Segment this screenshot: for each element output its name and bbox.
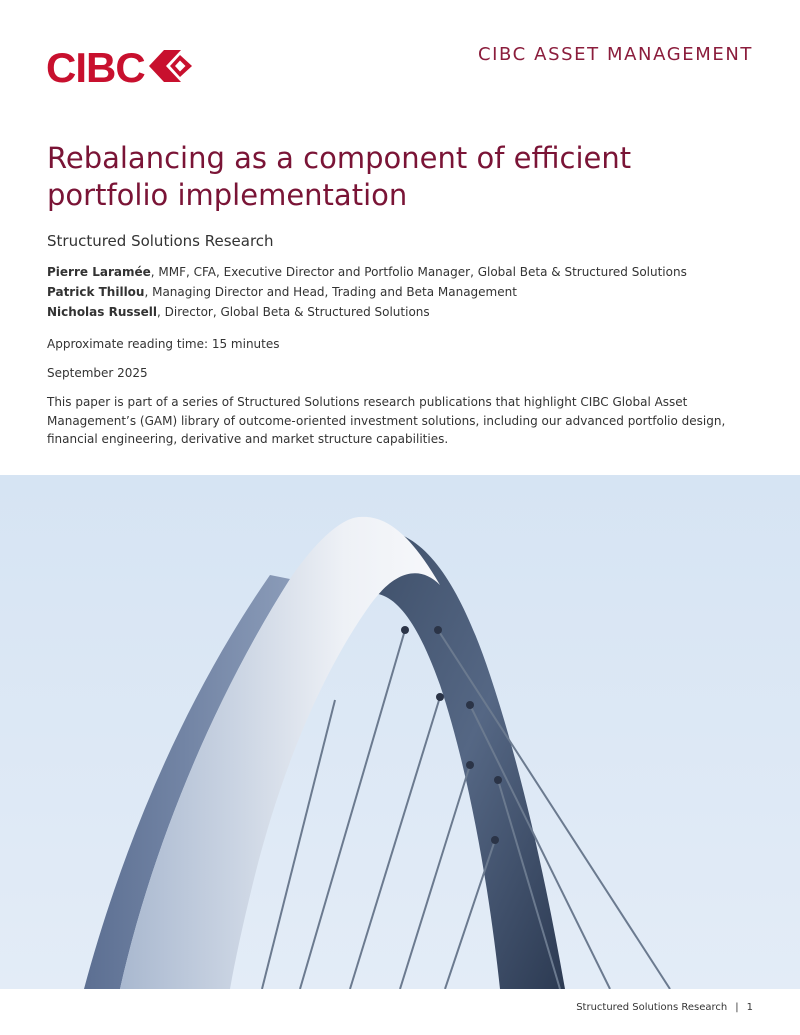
page-footer (576, 1002, 753, 1013)
subtitle: Structured Solutions Research (47, 232, 274, 250)
author-list (47, 262, 687, 322)
author-name: Nicholas Russell (47, 305, 158, 319)
cibc-logo-graphic (46, 44, 196, 88)
author-line (47, 282, 687, 302)
brand-name: CIBC ASSET MANAGEMENT (477, 44, 753, 65)
reading-time: Approximate reading time: 15 minutes (47, 337, 280, 351)
cibc-logo (46, 44, 196, 88)
page-title: Rebalancing as a component of efficient portfolio implementation (47, 141, 632, 212)
author-role: , Director, Global Beta & Structured Solutions (157, 305, 430, 319)
author-role: , Managing Director and Head, Trading and Beta Management (144, 285, 517, 299)
footer-section: Structured Solutions Research (576, 1002, 728, 1013)
author-name: Pierre Laramée (47, 265, 151, 279)
author-line (47, 262, 687, 282)
cibc-logo-text: CIBC (46, 44, 145, 88)
publication-date: September 2025 (47, 366, 148, 380)
author-line (47, 302, 687, 322)
intro-paragraph: This paper is part of a series of Structured Solutions research publications that highlight CIBC Global Asset Management’s (GAM) library of outcome-oriented investment solutions, including our advanced portfolio design, financial engineering, derivative and market structure capabilities. (47, 395, 726, 446)
chevron-logo-icon (149, 50, 192, 82)
author-role: , MMF, CFA, Executive Director and Portfolio Manager, Global Beta & Structured Solutions (150, 265, 687, 279)
page-number: 1 (746, 1002, 753, 1013)
bridge-illustration (0, 475, 800, 989)
bridge-arch-image (0, 475, 800, 989)
author-name: Patrick Thillou (47, 285, 145, 299)
footer-separator: | (735, 1002, 739, 1013)
